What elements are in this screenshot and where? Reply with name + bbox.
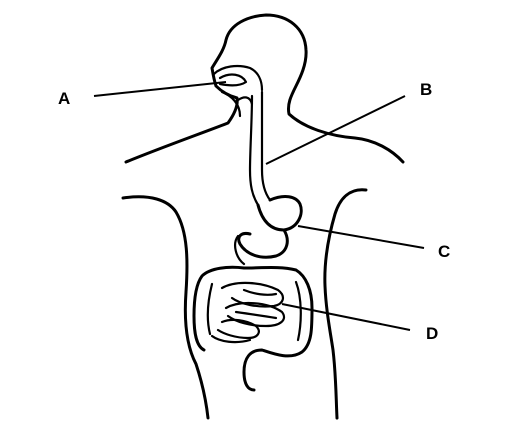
label-a: A (58, 89, 71, 108)
esophagus-left (250, 96, 258, 205)
small-intestine (212, 283, 284, 342)
leader-line-a (94, 82, 226, 96)
label-c: C (438, 242, 451, 261)
leader-line-c (298, 226, 424, 248)
label-d: D (426, 324, 439, 343)
label-b: B (420, 80, 433, 99)
esophagus-right (262, 92, 270, 200)
pharynx (222, 92, 252, 116)
leader-line-b (266, 96, 405, 164)
tongue (220, 75, 246, 86)
upper-tract (214, 66, 270, 205)
stomach (239, 197, 301, 258)
right-torso-outline (325, 190, 366, 418)
